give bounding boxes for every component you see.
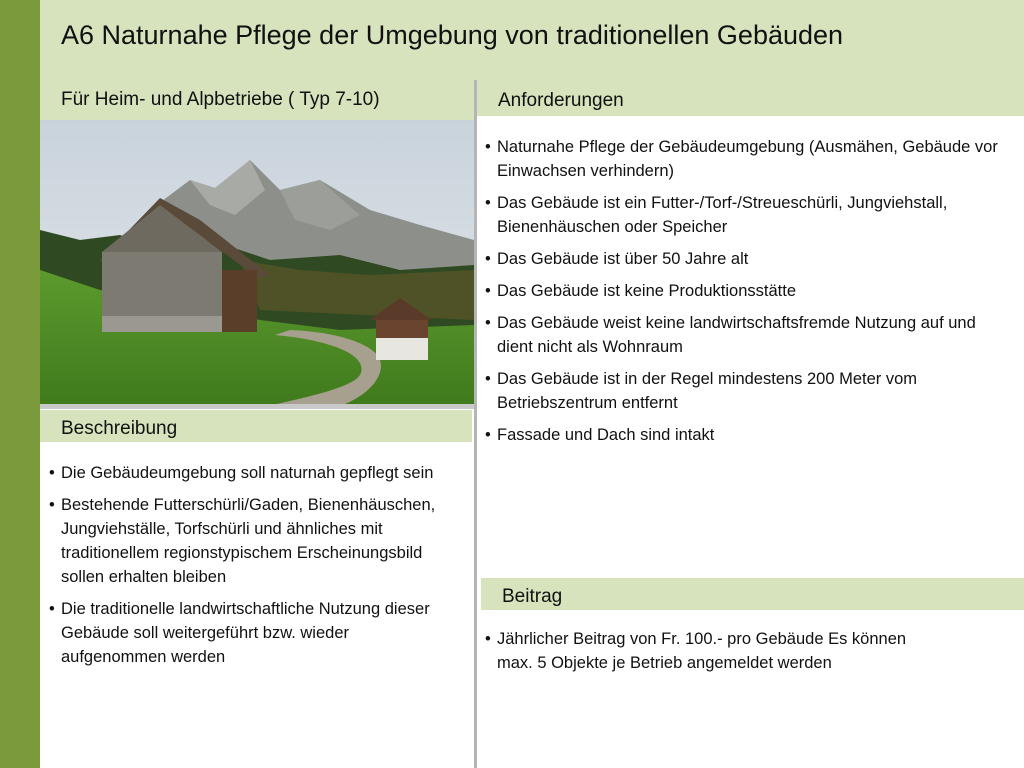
list-item: • Das Gebäude ist über 50 Jahre alt <box>485 247 1005 271</box>
list-item: • Die Gebäudeumgebung soll naturnah gepflegt sein <box>49 461 459 485</box>
contribution-header-label: Beitrag <box>502 586 563 607</box>
photo-divider <box>40 404 474 409</box>
contribution-header-bar <box>481 578 1024 610</box>
list-item: • Das Gebäude ist ein Futter-/Torf-/Streueschürli, Jungviehstall, Bienenhäuschen oder Speicher <box>485 191 1005 239</box>
list-item: • Das Gebäude ist keine Produktionsstätte <box>485 279 1005 303</box>
requirements-list <box>485 135 1005 455</box>
requirements-header-label: Anforderungen <box>498 90 624 111</box>
list-item: • Das Gebäude weist keine landwirtschaftsfremde Nutzung auf und dient nicht als Wohnraum <box>485 311 1005 359</box>
list-item: • Jährlicher Beitrag von Fr. 100.- pro Gebäude Es können max. 5 Objekte je Betrieb angemeldet werden <box>485 627 935 675</box>
page-title: A6 Naturnahe Pflege der Umgebung von traditionellen Gebäuden <box>61 20 844 50</box>
description-header-label: Beschreibung <box>61 418 178 439</box>
contribution-list <box>485 627 935 683</box>
landscape-photo <box>40 120 474 406</box>
list-item: • Das Gebäude ist in der Regel mindestens 200 Meter vom Betriebszentrum entfernt <box>485 367 1005 415</box>
description-list <box>49 461 459 677</box>
list-item: • Naturnahe Pflege der Gebäudeumgebung (Ausmähen, Gebäude vor Einwachsen verhindern) <box>485 135 1005 183</box>
column-divider <box>474 80 477 768</box>
list-item: • Bestehende Futterschürli/Gaden, Bienenhäuschen, Jungviehställe, Torfschürli und ähnliches mit traditionellem regionstypischem Erscheinungsbild sollen erhalten bleiben <box>49 493 459 589</box>
left-accent-strip <box>0 0 40 768</box>
list-item: • Fassade und Dach sind intakt <box>485 423 1005 447</box>
left-header-label: Für Heim- und Alpbetriebe ( Typ 7-10) <box>61 89 380 110</box>
list-item: • Die traditionelle landwirtschaftliche Nutzung dieser Gebäude soll weitergeführt bzw. wieder aufgenommen werden <box>49 597 459 669</box>
